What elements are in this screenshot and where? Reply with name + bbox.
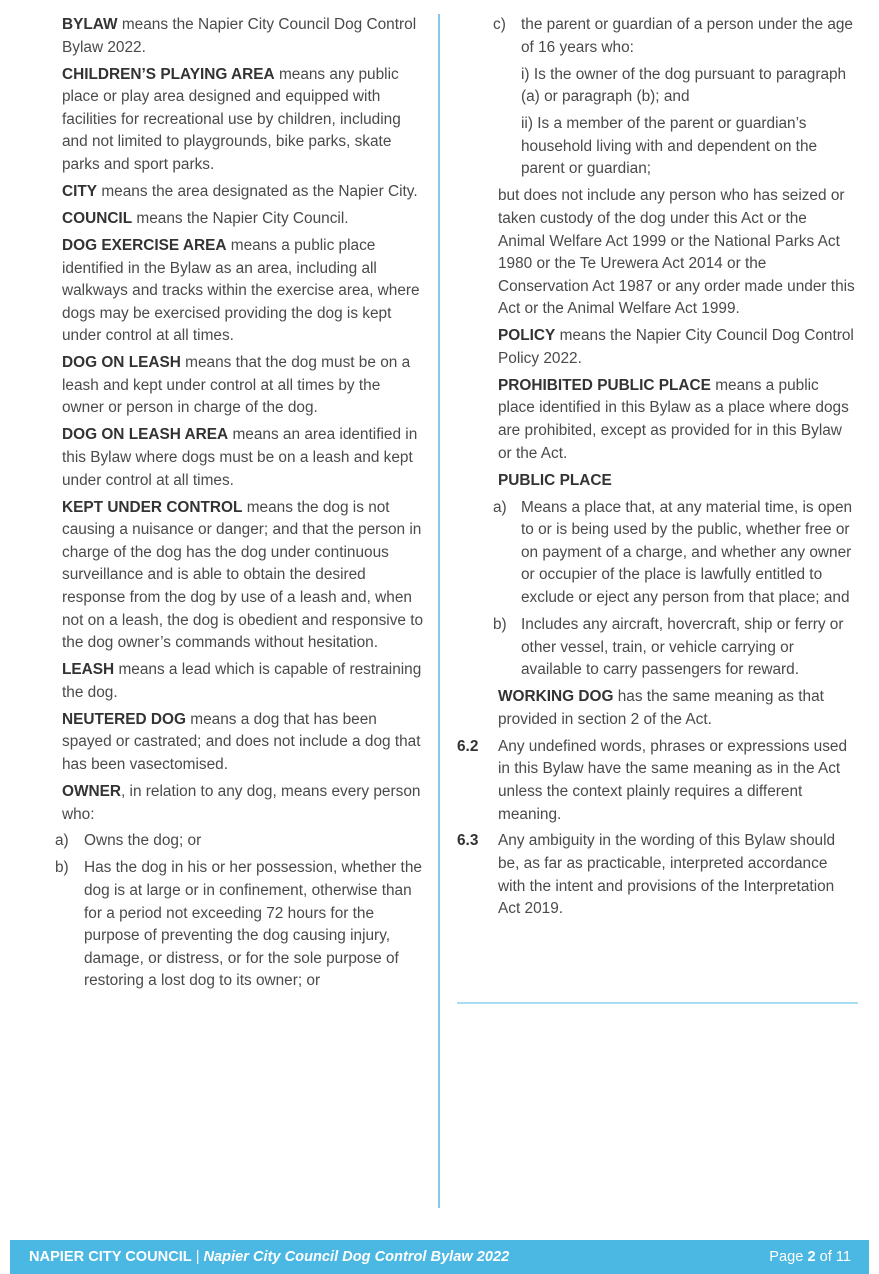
definition-public-place bbox=[457, 470, 857, 493]
definition-text: means the Napier City Council. bbox=[136, 209, 349, 227]
list-item bbox=[457, 497, 857, 610]
owner-exclusion-text: but does not include any person who has seized or taken custody of the dog under this Act or the Animal Welfare Act 1999 or the National Parks Act 1980 or the Te Urewera Act 2014 or the Conservation Act 1987 or any order made under this Act or the Animal Welfare Act 1999. bbox=[498, 187, 855, 318]
term: PUBLIC PLACE bbox=[498, 471, 612, 489]
term: CITY bbox=[62, 182, 98, 200]
definition-text: means a public place identified in this Bylaw as a place where dogs are prohibited, except as provided for in this Bylaw or the Act. bbox=[498, 376, 849, 462]
term: BYLAW bbox=[62, 16, 118, 33]
list-text: Means a place that, at any material time, is open to or is being used by the public, whether free or on payment of a charge, and whether any owner or occupier of the place is lawfully entitled to exclude or eject any person from that place; and bbox=[521, 498, 853, 606]
definition-childrens-playing-area bbox=[62, 64, 424, 177]
term: CHILDREN’S PLAYING AREA bbox=[62, 65, 275, 83]
list-label: c) bbox=[493, 16, 506, 33]
definition-text: means any public place or play area designed and equipped with facilities for recreational use by children, including and not limited to playgrounds, bike parks, skate parks and sport parks. bbox=[62, 65, 401, 173]
definition-prohibited-public-place bbox=[457, 375, 857, 465]
list-label: a) bbox=[493, 498, 507, 516]
footer-org: NAPIER CITY COUNCIL bbox=[29, 1249, 192, 1265]
definition-text: , in relation to any dog, means every person who: bbox=[62, 782, 421, 823]
definition-council bbox=[62, 208, 424, 231]
definition-dog-on-leash bbox=[62, 352, 424, 420]
right-column bbox=[457, 14, 857, 925]
definition-city bbox=[62, 181, 424, 204]
term: NEUTERED DOG bbox=[62, 710, 186, 728]
definition-leash bbox=[62, 659, 424, 704]
definition-text: means the Napier City Council Dog Control Policy 2022. bbox=[498, 327, 854, 367]
definition-policy bbox=[457, 325, 857, 370]
definition-text: means the area designated as the Napier City. bbox=[101, 182, 418, 200]
clause-6-2 bbox=[457, 736, 857, 826]
term: COUNCIL bbox=[62, 209, 133, 227]
clause-text: Any undefined words, phrases or expressions used in this Bylaw have the same meaning as in the Act unless the context plainly requires a different meaning. bbox=[498, 737, 848, 823]
section-end-rule bbox=[457, 1002, 858, 1004]
definition-text: means a lead which is capable of restraining the dog. bbox=[62, 661, 422, 701]
list-label: b) bbox=[493, 615, 507, 633]
term: WORKING DOG bbox=[498, 688, 614, 706]
definition-text: means the Napier City Council Dog Control Bylaw 2022. bbox=[62, 16, 417, 56]
definition-text: means an area identified in this Bylaw where dogs must be on a leash and kept under control at all times. bbox=[62, 426, 418, 489]
page-number: 2 bbox=[807, 1249, 816, 1265]
left-column bbox=[55, 14, 424, 997]
footer-separator: | bbox=[195, 1249, 200, 1265]
term: PROHIBITED PUBLIC PLACE bbox=[498, 376, 711, 394]
definition-bylaw bbox=[62, 14, 424, 59]
page-prefix: Page bbox=[769, 1249, 804, 1265]
definition-owner bbox=[62, 781, 424, 826]
page-total: of 11 bbox=[819, 1249, 851, 1265]
list-item bbox=[457, 614, 857, 682]
definition-text: has the same meaning as that provided in section 2 of the Act. bbox=[498, 688, 824, 728]
page-footer bbox=[10, 1240, 869, 1274]
sub-item: ii) Is a member of the parent or guardian’s household living with and dependent on the parent or guardian; bbox=[521, 115, 818, 178]
term: KEPT UNDER CONTROL bbox=[62, 498, 243, 516]
sub-item: i) Is the owner of the dog pursuant to paragraph (a) or paragraph (b); and bbox=[521, 65, 847, 106]
term: POLICY bbox=[498, 327, 556, 345]
definition-neutered-dog bbox=[62, 709, 424, 777]
list-item bbox=[55, 857, 424, 993]
definition-text: means the dog is not causing a nuisance or danger; and that the person in charge of the dog has the dog under continuous surveillance and is able to obtain the desired response from the dog by use of a leash and, when not on a leash, the dog is obedient and responsive to the dog owner’s commands without hesitation. bbox=[62, 498, 424, 652]
list-item bbox=[55, 830, 424, 853]
term: DOG ON LEASH AREA bbox=[62, 426, 229, 444]
column-divider bbox=[438, 14, 440, 1208]
footer-title bbox=[29, 1249, 509, 1265]
term: DOG ON LEASH bbox=[62, 354, 181, 372]
definition-working-dog bbox=[457, 686, 857, 731]
list-text: Owns the dog; or bbox=[84, 832, 202, 850]
definition-text: means a public place identified in the Bylaw as an area, including all walkways and tracks within the exercise area, where dogs may be exercised providing the dog is kept under control at all times. bbox=[62, 236, 420, 345]
footer-document-title: Napier City Council Dog Control Bylaw 2022 bbox=[203, 1249, 510, 1265]
list-label: a) bbox=[55, 832, 69, 850]
term: LEASH bbox=[62, 661, 115, 679]
clause-number: 6.3 bbox=[457, 832, 479, 850]
definition-dog-exercise-area bbox=[62, 235, 424, 348]
list-label: b) bbox=[55, 859, 69, 877]
clause-number: 6.2 bbox=[457, 737, 479, 755]
list-text: the parent or guardian of a person under the age of 16 years who: bbox=[521, 16, 853, 56]
definition-kept-under-control bbox=[62, 497, 424, 655]
clause-text: Any ambiguity in the wording of this Bylaw should be, as far as practicable, interpreted accordance with the intent and provisions of the Interpretation Act 2019. bbox=[498, 832, 836, 918]
term: DOG EXERCISE AREA bbox=[62, 236, 227, 254]
list-text: Has the dog in his or her possession, whether the dog is at large or in confinement, otherwise than for a period not exceeding 72 hours for the purpose of preventing the dog causing injury, damage, or distress, or for the sole purpose of restoring a lost dog to its owner; or bbox=[84, 859, 422, 990]
clause-6-3 bbox=[457, 830, 857, 920]
page-indicator bbox=[769, 1249, 851, 1265]
list-item bbox=[457, 14, 857, 59]
term: OWNER bbox=[62, 782, 121, 800]
definition-dog-on-leash-area bbox=[62, 424, 424, 492]
definition-text: means that the dog must be on a leash and kept under control at all times by the owner or person in charge of the dog. bbox=[62, 354, 411, 417]
definition-text: means a dog that has been spayed or castrated; and does not include a dog that has been vasectomised. bbox=[62, 710, 421, 773]
list-text: Includes any aircraft, hovercraft, ship or ferry or other vessel, train, or vehicle carrying or available to carry passengers for reward. bbox=[521, 615, 844, 679]
